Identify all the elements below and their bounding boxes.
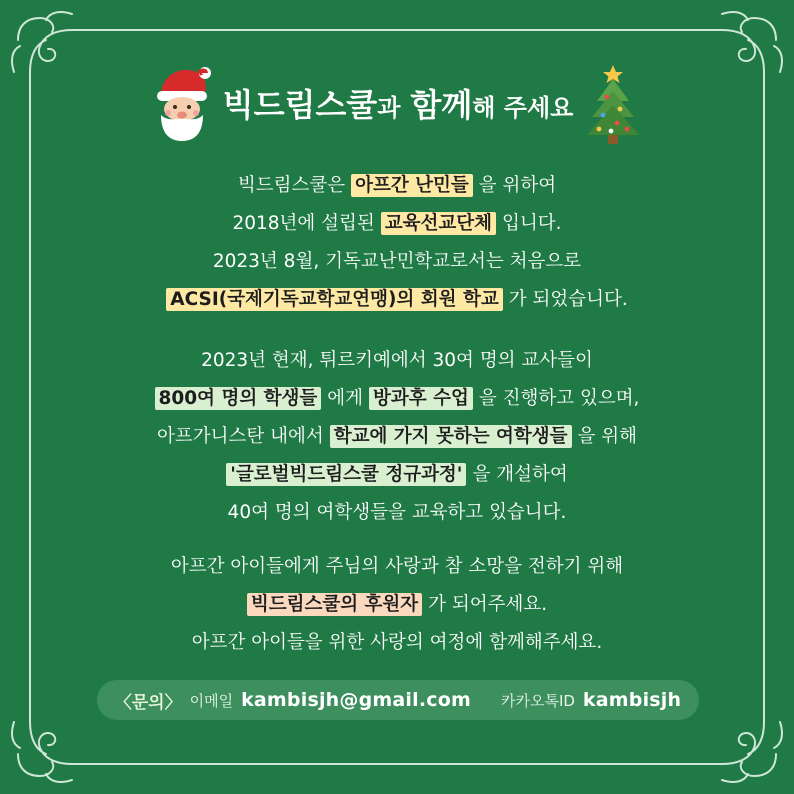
highlight-students: 800여 명의 학생들 xyxy=(155,387,322,410)
email-address[interactable]: kambisjh@gmail.com xyxy=(241,689,471,711)
title-part-2: 과 xyxy=(377,94,401,122)
intro-line-2 xyxy=(0,205,794,243)
text: 가 되었습니다. xyxy=(508,289,628,310)
text: 가 되어주세요. xyxy=(428,594,548,615)
text: 2018년에 설립된 xyxy=(232,213,375,234)
highlight-afghan-refugees: 아프간 난민들 xyxy=(351,174,473,197)
text: 빅드림스쿨은 xyxy=(237,175,346,196)
appeal-paragraph xyxy=(0,548,794,662)
header xyxy=(0,58,794,148)
text: 을 진행하고 있으며, xyxy=(478,388,640,409)
highlight-girls: 학교에 가지 못하는 여학생들 xyxy=(330,425,572,448)
intro-line-1 xyxy=(0,167,794,205)
activity-line-4 xyxy=(0,456,794,494)
text: 아프가니스탄 내에서 xyxy=(156,426,324,447)
title-part-1: 빅드림스쿨 xyxy=(222,86,378,124)
page-title xyxy=(223,80,574,126)
appeal-line-2 xyxy=(0,586,794,624)
text: 을 개설하여 xyxy=(472,464,568,485)
contact-bar xyxy=(97,680,699,720)
activity-paragraph xyxy=(0,342,794,532)
highlight-sponsor: 빅드림스쿨의 후원자 xyxy=(247,593,422,616)
intro-paragraph xyxy=(0,167,794,319)
intro-line-4 xyxy=(0,281,794,319)
highlight-mission-organization: 교육선교단체 xyxy=(381,212,496,235)
contact-label: 〈문의〉 xyxy=(114,692,182,713)
kakao-id[interactable]: kambisjh xyxy=(582,689,682,711)
highlight-acsi-member: ACSI(국제기독교학교연맹)의 회원 학교 xyxy=(166,288,502,311)
appeal-line-3: 아프간 아이들을 위한 사랑의 여정에 함께해주세요. xyxy=(191,632,603,653)
text: 을 위하여 xyxy=(478,175,557,196)
kakao-label: 카카오톡ID xyxy=(500,691,575,710)
appeal-line-1: 아프간 아이들에게 주님의 사랑과 참 소망을 전하기 위해 xyxy=(170,556,624,577)
email-label: 이메일 xyxy=(189,691,234,710)
activity-line-5: 40여 명의 여학생들을 교육하고 있습니다. xyxy=(227,502,567,523)
text: 을 위해 xyxy=(577,426,637,447)
activity-line-1: 2023년 현재, 튀르키예에서 30여 명의 교사들이 xyxy=(201,350,593,371)
title-part-4: 해 주세요 xyxy=(472,94,574,122)
text: 입니다. xyxy=(502,213,562,234)
highlight-global-course: '글로벌빅드림스쿨 정규과정' xyxy=(226,463,466,486)
activity-line-3 xyxy=(0,418,794,456)
title-part-3: 함께 xyxy=(410,86,473,124)
activity-line-2 xyxy=(0,380,794,418)
intro-line-3: 2023년 8월, 기독교난민학교로서는 처음으로 xyxy=(212,251,582,272)
text: 에게 xyxy=(327,388,364,409)
corner-flourish-bottom-right xyxy=(722,722,782,782)
highlight-after-school: 방과후 수업 xyxy=(369,387,473,410)
corner-flourish-bottom-left xyxy=(12,722,72,782)
santa-icon xyxy=(151,63,213,143)
christmas-tree-icon xyxy=(583,61,643,145)
